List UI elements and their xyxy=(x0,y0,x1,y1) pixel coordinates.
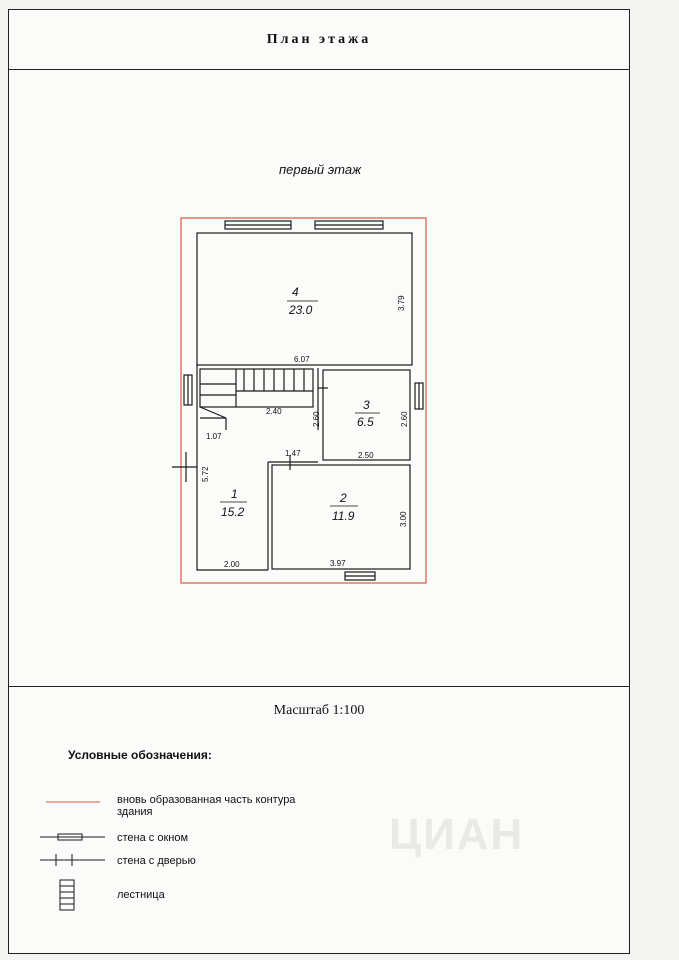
room-4-area: 23.0 xyxy=(289,303,313,317)
room-2-area: 11.9 xyxy=(332,509,355,523)
watermark: ЦИАН xyxy=(389,810,525,859)
page-title: План этажа xyxy=(266,32,372,47)
legend-door-label: стена с дверью xyxy=(117,855,196,867)
dim-room1-width: 2.00 xyxy=(224,560,240,569)
floor-label: первый этаж xyxy=(278,162,362,177)
room-3-number: 3 xyxy=(363,398,370,412)
room-3-area: 6.5 xyxy=(357,415,374,429)
room-1-number: 1 xyxy=(231,487,238,501)
legend-window-label: стена с окном xyxy=(117,832,189,844)
room-4-outline xyxy=(197,233,412,365)
dim-room4-height: 3.79 xyxy=(397,295,406,311)
dim-stair-width: 2.40 xyxy=(266,407,282,416)
room-1-area: 15.2 xyxy=(221,505,245,519)
dim-room3-height: 2.60 xyxy=(400,411,409,427)
legend-contour-line1: вновь образованная часть контура xyxy=(117,794,296,806)
dim-room3-width: 2.50 xyxy=(358,451,374,460)
staircase xyxy=(200,369,313,407)
legend-contour-line2: здания xyxy=(117,806,153,818)
dim-landing: 1.07 xyxy=(206,432,222,441)
dim-corridor-height: 2.60 xyxy=(312,411,321,427)
room-4-number: 4 xyxy=(292,285,299,299)
room-2-number: 2 xyxy=(340,491,347,505)
dim-room2-height: 3.00 xyxy=(399,511,408,527)
dim-room2-width: 3.97 xyxy=(330,559,346,568)
legend-stair-label: лестница xyxy=(117,889,165,901)
dim-room1-top: 1.47 xyxy=(285,449,301,458)
legend-title: Условные обозначения: xyxy=(68,748,212,762)
scale-label: Масштаб 1:100 xyxy=(273,703,365,718)
building-contour xyxy=(181,218,426,583)
legend-stair-symbol xyxy=(60,880,74,910)
dim-room1-height: 5.72 xyxy=(201,466,210,482)
dim-room4-bottom: 6.07 xyxy=(294,355,310,364)
